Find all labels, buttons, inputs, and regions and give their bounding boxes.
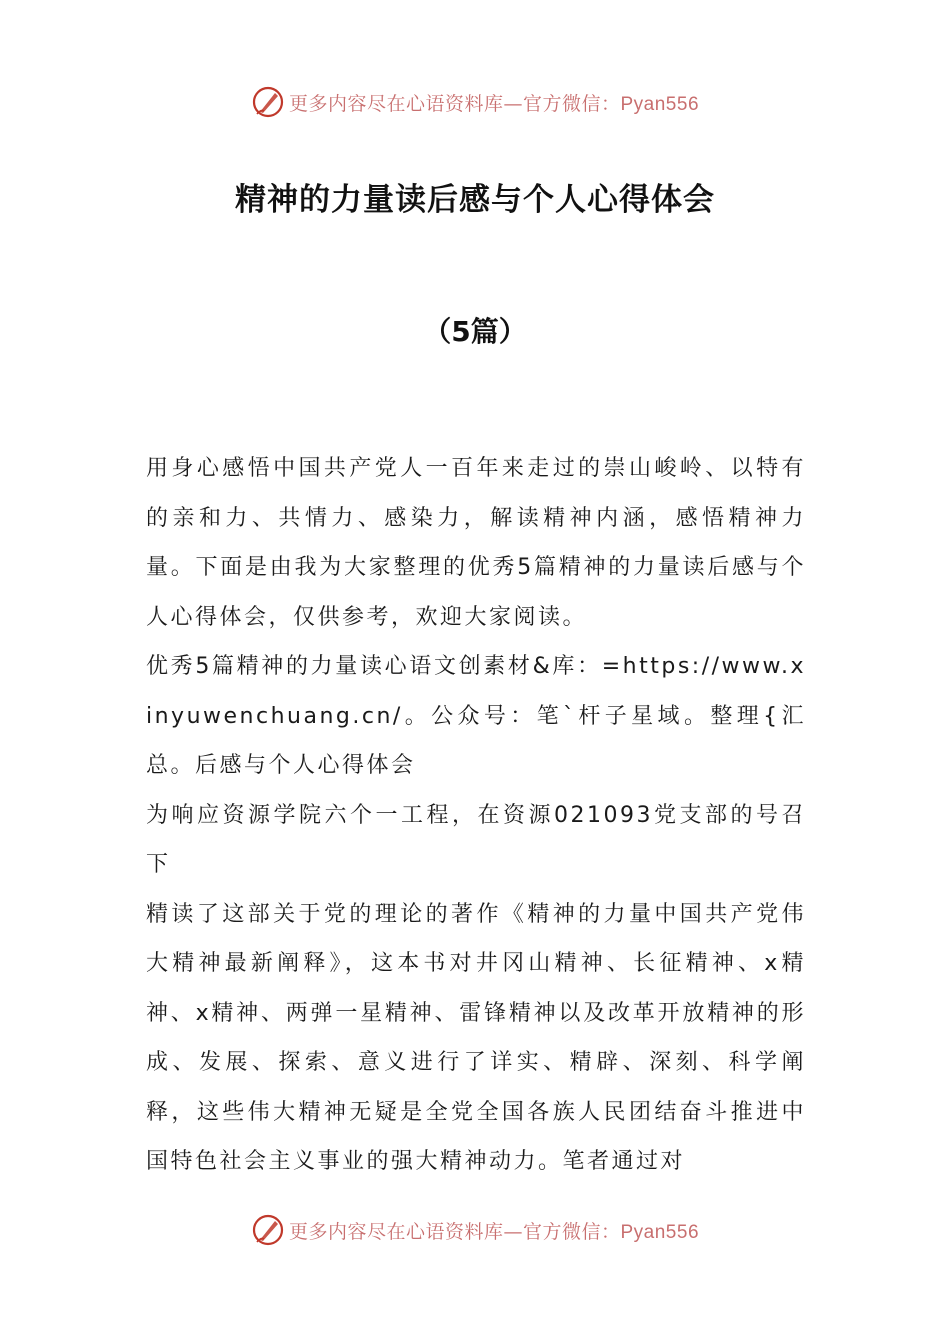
- document-title: 精神的力量读后感与个人心得体会: [235, 182, 715, 218]
- footer-watermark: [0, 1210, 950, 1250]
- watermark-text: 更多内容尽在心语资料库—官方微信：Pyan556: [288, 92, 700, 115]
- paragraph-reading: 精读了这部关于党的理论的著作《精神的力量中国共产党伟大精神最新阐释》，这本书对井冈山精神、长征精神、x精神、x精神、两弹一星精神、雷锋精神以及改革开放精神的形成、发展、探索、意义进行了详实、精辟、深刻、科学阐释，这些伟大精神无疑是全党全国各族人民团结奋斗推进中国特色社会主义事业的强大精神动力。笔者通过对: [146, 901, 806, 1174]
- wechat-id: Pyan556: [620, 93, 700, 115]
- document-body: [146, 444, 806, 1187]
- document-subtitle: （5篇）: [423, 315, 527, 348]
- paragraph-source: 优秀5篇精神的力量读心语文创素材&库：=https://www.xinyuwenchuang.cn/。公众号：笔`杆子星域。整理{汇总。后感与个人心得体会: [146, 654, 806, 778]
- paragraph-response: 为响应资源学院六个一工程，在资源021093党支部的号召下: [146, 802, 806, 877]
- wechat-id: Pyan556: [620, 1221, 700, 1243]
- watermark-text: 更多内容尽在心语资料库—官方微信：Pyan556: [288, 1220, 700, 1243]
- quill-logo-icon: [251, 1213, 285, 1247]
- quill-logo-icon: [251, 85, 285, 119]
- header-watermark: [0, 82, 950, 122]
- paragraph-intro: 用身心感悟中国共产党人一百年来走过的崇山峻岭、以特有的亲和力、共情力、感染力，解读精神内涵，感悟精神力量。下面是由我为大家整理的优秀5篇精神的力量读后感与个人心得体会，仅供参考，欢迎大家阅读。: [146, 456, 806, 630]
